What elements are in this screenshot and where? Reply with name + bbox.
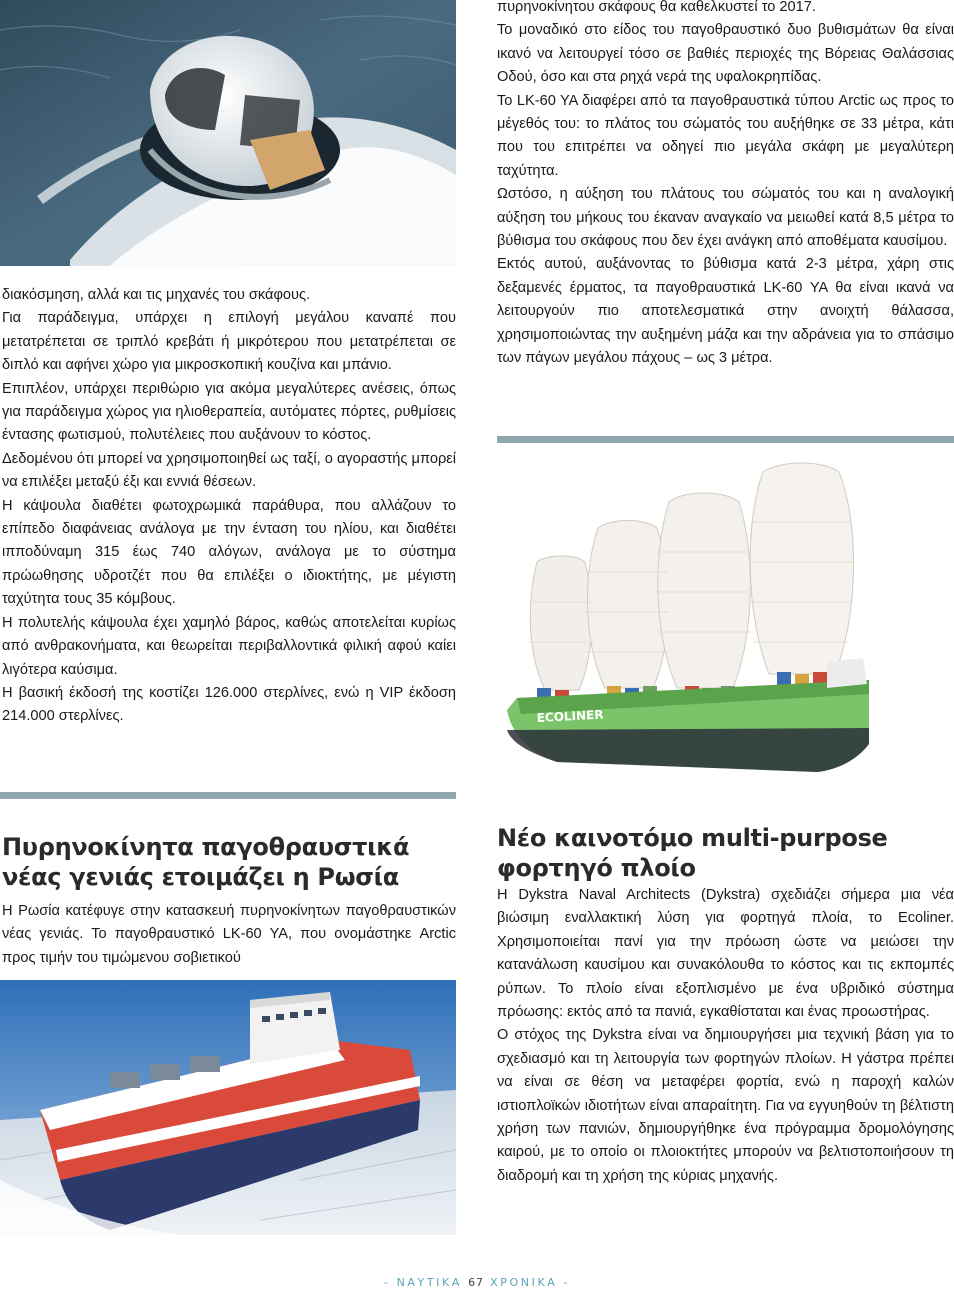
footer-magazine-word2: ΧΡΟΝΙΚΑ xyxy=(490,1276,558,1289)
headline-ecoliner: Νέο καινοτόμο multi-purpose φορτηγό πλοίο xyxy=(497,824,888,882)
paragraph: Η κάψουλα διαθέτει φωτοχρωμικά παράθυρα, που αλλάζουν το επίπεδο διαφάνειας ανάλογα με την ένταση του ηλίου, και διαθέτει ιπποδύναμη 315 έως 740 αλόγων, ανάλογα με το σύστημα πρώωθησης υδροτζέτ που θα επιλέξει ο ιδιοκτήτης, με μέγιστη ταχύτητα τους 35 κόμβους. xyxy=(2,497,456,608)
paragraph: Το μοναδικό στο είδος του παγοθραυστικό δυο βυθισμάτων θα είναι ικανό να λειτουργεί τόσο σε βαθιές περιοχές της Βόρειας Θαλάσσιας Οδού, όσο και στα ρηχά νερά της υφαλοκρηπίδας. xyxy=(497,22,954,86)
paragraph: Για παράδειγμα, υπάρχει η επιλογή μεγάλου καναπέ που μετατρέπεται σε τριπλό κρεβάτι ή μικρότερου που μετατρέπεται σε διπλό και αφήνει χώρο για μικροσκοπική κουζίνα και μπάνιο. xyxy=(2,310,456,374)
page-number: 67 xyxy=(468,1276,485,1289)
headline-icebreaker: Πυρηνοκίνητα παγοθραυστικά νέας γενιάς ετοιμάζει η Ρωσία xyxy=(2,833,410,891)
icebreaker-article-text xyxy=(2,900,456,970)
page-footer xyxy=(0,1276,954,1289)
footer-dash: - xyxy=(383,1276,391,1289)
footer-dash: - xyxy=(563,1276,571,1289)
paragraph: Εκτός αυτού, αυξάνοντας το βύθισμα κατά 2-3 μέτρα, χάρη στις δεξαμενές έρματος, τα παγοθραυστικά LK-60 YA θα είναι ικανά να λειτουργούν πιο αποτελεσματικά στην ανοιχτή θάλασσα, χρησιμοποιώντας την αυξημένη μάζα και την αδράνεια για το σπάσιμο των πάγων μεγάλου πάχους – ως 3 μέτρα. xyxy=(497,256,954,367)
capsule-boat-photo xyxy=(0,0,456,266)
right-column-text xyxy=(497,0,954,371)
paragraph: Η Dykstra Naval Architects (Dykstra) σχεδιάζει σήμερα μια νέα βιώσιμη εναλλακτική λύση για φορτηγά πλοία, το Ecoliner. Χρησιμοποιείται πανί για την πρόωση ώστε να μειώσει την κατανάλωση καυσίμου και συνακόλουθα το κόστος και τις εκπομπές ρύπων. Το πλοίο είναι εξοπλισμένο με ένα υβριδικό σύστημα πρόωσης: εκτός από τα πανιά, εγκαθίσταται και ένας προωστήρας. xyxy=(497,887,954,1021)
paragraph: Δεδομένου ότι μπορεί να χρησιμοποιηθεί ως ταξί, ο αγοραστής μπορεί να επιλέξει μεταξύ έξι και εννιά θέσεων. xyxy=(2,450,456,491)
footer-magazine-word1: ΝΑΥΤΙΚΑ xyxy=(396,1276,462,1289)
icebreaker-ship-render xyxy=(0,980,456,1235)
paragraph: Το LK-60 YA διαφέρει από τα παγοθραυστικά τύπου Arctic ως προς το μέγεθός του: το πλάτος του σώματός του αυξήθηκε σε 33 μέτρα, κάτι που του επιτρέπει να οδηγεί πιο μεγάλα σκάφη με μεγαλύτερη ταχύτητα. xyxy=(497,92,954,179)
paragraph: Ωστόσο, η αύξηση του πλάτους του σώματός του και η αναλογική αύξηση του μήκους του έκαναν αναγκαίο να μειωθεί κατά 8,5 μέτρα το βύθισμα του σκάφους που δεν έχει ανάγκη από αποθέματα καυσίμου. xyxy=(497,186,954,250)
ecoliner-hull-label: ECOLINER xyxy=(536,707,604,725)
ecoliner-ship-render xyxy=(497,462,881,782)
paragraph: Η βασική έκδοσή της κοστίζει 126.000 στερλίνες, ενώ η VIP έκδοση 214.000 στερλίνες. xyxy=(2,684,456,725)
paragraph: πυρηνοκίνητου σκάφους θα καθελκυστεί το 2017. xyxy=(497,0,816,15)
paragraph: Η Ρωσία κατέφυγε στην κατασκευή πυρηνοκίνητων παγοθραυστικών νέας γενιάς. Το παγοθραυστικό LK-60 YA, που ονομάστηκε Arctic προς τιμήν του τιμώμενου σοβιετικού xyxy=(2,903,456,966)
section-divider-right xyxy=(497,436,954,443)
paragraph: Ο στόχος της Dykstra είναι να δημιουργήσει μια τεχνική βάση για το σχεδιασμό και τη λειτουργία των φορτηγών πλοίων. Η γάστρα πρέπει να είναι σε θέση να μεταφέρει φορτία, ενώ η παροχή καλών ιστιοπλοϊκών ιδιοτήτων είναι απαραίτητη. Για να εγγυηθούν τη βέλτιστη χρήση των πανιών, δημιουργήθηκε ένα πρόγραμμα δρομολόγησης καιρού, με το οποίο οι πλοιοκτήτες μπορούν να βελτιστοποιήσουν τη διαδρομή και τη χρήση της κύριας μηχανής. xyxy=(497,1027,954,1184)
paragraph: Επιπλέον, υπάρχει περιθώριο για ακόμα μεγαλύτερες ανέσεις, όπως για παράδειγμα χώρος για ηλιοθεραπεία, αυτόματες πόρτες, ρυθμίσεις έντασης φωτισμού, πολυτέλειες που αυξάνουν το κόστος. xyxy=(2,380,456,444)
paragraph: Η πολυτελής κάψουλα έχει χαμηλό βάρος, καθώς αποτελείται κυρίως από ανθρακονήματα, και θεωρείται περιβαλλοντικά φιλική αφού καίει λιγότερα καύσιμα. xyxy=(2,614,456,678)
ecoliner-article-text xyxy=(497,884,954,1188)
paragraph: διακόσμηση, αλλά και τις μηχανές του σκάφους. xyxy=(2,287,311,303)
left-column-text xyxy=(2,284,456,729)
section-divider-left xyxy=(0,792,456,799)
